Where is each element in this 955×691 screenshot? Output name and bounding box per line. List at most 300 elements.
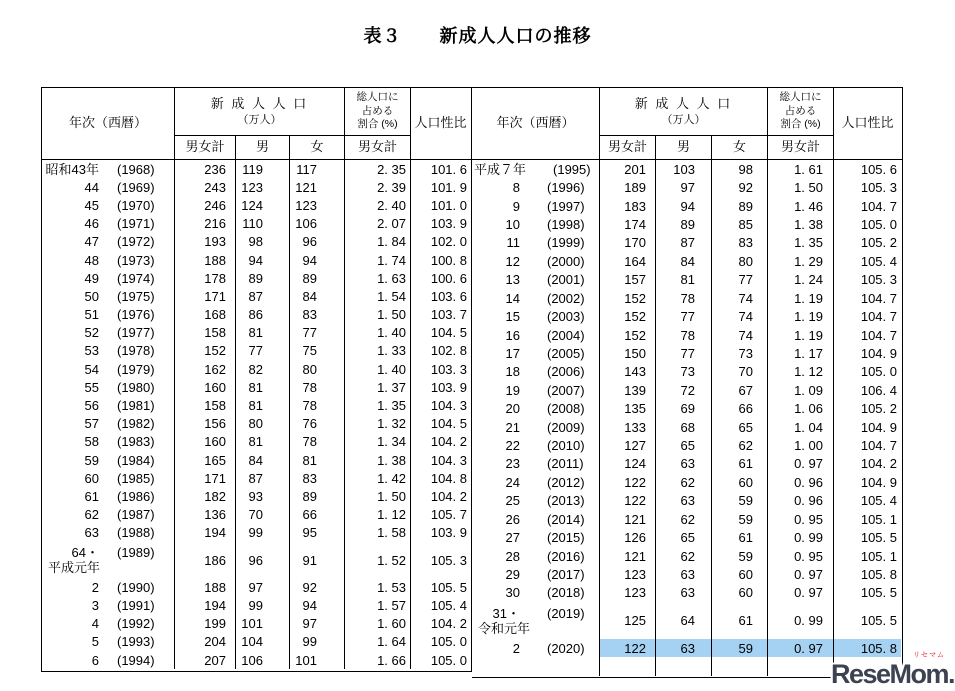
cell-male: 89 [236,269,290,287]
table-row [42,597,471,615]
era-year: 19 [505,382,520,398]
era-year: 63 [84,525,99,541]
cell-share: 1. 63 [345,269,411,287]
western-year: (1969) [117,179,155,195]
year-cell [472,565,600,583]
cell-female: 60 [712,565,768,583]
header-col-total: 男女計 [600,136,656,159]
table-left-half [41,87,472,672]
cell-female: 78 [290,378,345,396]
cell-female: 59 [712,639,768,657]
cell-female: 77 [290,324,345,342]
table-row [472,418,902,436]
header-col-female: 女 [290,136,345,159]
table-row [472,344,902,362]
cell-ratio: 105. 8 [860,566,897,582]
cell-female: 70 [712,363,768,381]
cell-ratio: 105. 1 [860,548,897,564]
cell-female: 59 [712,492,768,510]
header-share-line3: 割合 (%) [780,118,821,131]
cell-male: 94 [236,251,290,269]
watermark-ruby-text: リセマム [913,652,945,659]
year-cell [472,197,600,215]
western-year: (2002) [547,290,585,306]
cell-ratio: 105. 0 [860,216,897,232]
table-row [472,510,902,528]
cell-male: 78 [656,289,712,307]
western-year: (1978) [117,343,155,359]
header-new-adult-population [175,88,345,136]
cell-male: 106 [236,651,290,669]
western-year: (1988) [117,525,155,541]
cell-total: 168 [175,306,236,324]
western-year: (1977) [117,325,155,341]
cell-female: 66 [712,399,768,417]
cell-total: 201 [600,160,656,178]
cell-ratio: 104. 5 [430,416,467,432]
cell-share: 1. 19 [768,289,834,307]
era-year: 2 [91,579,99,595]
cell-share: 1. 50 [345,487,411,505]
western-year: (2011) [547,456,584,472]
cell-male: 86 [236,306,290,324]
cell-male: 63 [656,565,712,583]
cell-male: 87 [236,469,290,487]
cell-female: 106 [290,215,345,233]
cell-female: 75 [290,342,345,360]
table-row [472,215,902,233]
cell-share: 1. 09 [768,381,834,399]
cell-share: 1. 58 [345,524,411,542]
cell-female: 61 [712,602,768,639]
cell-male: 81 [236,396,290,414]
table-row [472,492,902,510]
year-cell [472,547,600,565]
cell-ratio: 105. 2 [860,235,897,251]
header-share-line2: 占める [784,104,817,117]
year-cell [42,415,175,433]
era-year: 45 [84,197,99,213]
year-cell [472,528,600,546]
cell-ratio: 105. 3 [860,272,897,288]
era-year: 64・ [71,545,99,561]
era-year: 6 [91,652,99,668]
cell-share: 1. 52 [345,542,411,578]
cell-female: 94 [290,597,345,615]
cell-female: 121 [290,178,345,196]
cell-male: 62 [656,510,712,528]
cell-total: 152 [600,307,656,325]
cell-ratio: 104. 5 [430,325,467,341]
table-row [472,197,902,215]
cell-share: 1. 29 [768,252,834,270]
table-row [42,578,471,596]
cell-share: 0. 99 [768,602,834,639]
cell-share: 1. 42 [345,469,411,487]
cell-male: 81 [236,433,290,451]
cell-male: 69 [656,399,712,417]
cell-share: 1. 60 [345,615,411,633]
table-row [472,307,902,325]
cell-female: 84 [290,287,345,305]
cell-female: 65 [712,418,768,436]
western-year: (1982) [117,416,155,432]
cell-share: 1. 50 [345,306,411,324]
table-row [42,378,471,396]
western-year: (1990) [117,579,155,595]
cell-ratio: 102. 0 [430,234,467,250]
cell-total: 135 [600,399,656,417]
western-year: (1997) [547,198,585,214]
year-cell [472,455,600,473]
cell-share: 0. 97 [768,584,834,602]
table-row [42,306,471,324]
year-cell [42,160,175,178]
western-year: (2007) [547,382,585,398]
era-year: 28 [505,548,520,564]
cell-male: 62 [656,473,712,491]
cell-total [600,657,656,675]
header-col-male: 男 [656,136,712,159]
cell-share: 1. 19 [768,326,834,344]
header-population-unit: （万人） [661,113,706,126]
cell-male: 81 [656,271,712,289]
year-cell [472,639,600,657]
year-cell [42,524,175,542]
table-row [42,196,471,214]
era-year: 4 [91,616,99,632]
cell-female: 74 [712,326,768,344]
cell-total: 157 [600,271,656,289]
western-year: (1995) [553,161,591,177]
table-row [42,469,471,487]
year-cell [42,633,175,651]
western-year: (1973) [117,252,155,268]
table-row [472,584,902,602]
table-header-right [472,88,902,160]
table-row [42,269,471,287]
cell-ratio: 105. 2 [860,401,897,417]
era-year: 62 [84,507,99,523]
cell-male: 124 [236,196,290,214]
western-year: (1994) [117,652,155,668]
year-cell [42,251,175,269]
cell-female: 92 [712,178,768,196]
era-year: 27 [505,530,520,546]
cell-share: 1. 24 [768,271,834,289]
cell-share: 1. 00 [768,436,834,454]
cell-ratio: 103. 7 [430,307,467,323]
year-cell [42,196,175,214]
cell-ratio: 103. 9 [430,216,467,232]
cell-ratio: 102. 8 [430,343,467,359]
cell-female: 74 [712,307,768,325]
era-year: 29 [505,566,520,582]
cell-female: 83 [712,234,768,252]
cell-female: 92 [290,578,345,596]
cell-total: 158 [175,396,236,414]
table-row [42,651,471,669]
header-share-line3: 割合 (%) [357,118,398,131]
cell-ratio: 103. 3 [430,361,467,377]
era-year: 56 [84,398,99,414]
western-year: (2013) [547,493,585,509]
cell-male: 63 [656,639,712,657]
cell-male: 123 [236,178,290,196]
table-row [472,160,902,178]
cell-share: 0. 96 [768,473,834,491]
cell-female: 73 [712,344,768,362]
cell-male: 77 [236,342,290,360]
cell-total: 121 [600,547,656,565]
cell-share: 0. 96 [768,492,834,510]
western-year: (2020) [547,640,585,656]
table-row [42,633,471,651]
table-row [472,234,902,252]
cell-total: 188 [175,578,236,596]
year-cell [472,602,600,639]
cell-ratio: 104. 2 [860,456,897,472]
cell-ratio: 105. 7 [430,507,467,523]
cell-male: 101 [236,615,290,633]
cell-share: 1. 37 [345,378,411,396]
cell-total: 126 [600,528,656,546]
table-row [42,433,471,451]
cell-male: 78 [656,326,712,344]
table-row [42,487,471,505]
cell-ratio: 104. 9 [860,345,897,361]
cell-ratio: 103. 6 [430,288,467,304]
year-cell [42,451,175,469]
cell-female: 99 [290,633,345,651]
cell-ratio: 104. 2 [430,434,467,450]
table-row [42,396,471,414]
western-year: (2019) [547,605,585,621]
cell-share: 2. 35 [345,160,411,178]
header-new-adult-population [600,88,768,136]
era-year: 25 [505,493,520,509]
cell-total: 246 [175,196,236,214]
cell-female: 60 [712,584,768,602]
cell-ratio: 105. 4 [860,253,897,269]
cell-female: 101 [290,651,345,669]
western-year: (1992) [117,616,155,632]
era-year-line2: 令和元年 [478,620,531,636]
cell-ratio: 104. 9 [860,419,897,435]
cell-total: 124 [600,455,656,473]
western-year: (2000) [547,253,585,269]
cell-share: 1. 19 [768,307,834,325]
cell-total: 133 [600,418,656,436]
table-row [42,287,471,305]
cell-male: 80 [236,415,290,433]
year-cell [472,234,600,252]
western-year: (2008) [547,401,585,417]
era-year: 20 [505,401,520,417]
cell-ratio: 105. 5 [860,613,897,629]
cell-total: 182 [175,487,236,505]
header-year: 年次（西暦） [42,88,175,159]
western-year: (2005) [547,345,585,361]
era-year: 9 [512,198,520,214]
cell-share: 1. 33 [345,342,411,360]
cell-total: 125 [600,602,656,639]
cell-ratio: 105. 1 [860,511,897,527]
year-cell [42,306,175,324]
cell-female: 83 [290,306,345,324]
western-year: (1984) [117,452,155,468]
cell-male: 81 [236,324,290,342]
cell-total: 143 [600,363,656,381]
cell-male: 99 [236,524,290,542]
cell-ratio: 105. 6 [860,161,897,177]
cell-total: 123 [600,584,656,602]
table-row [472,178,902,196]
year-cell [42,433,175,451]
header-share-line1: 総人口に [779,91,822,104]
cell-male: 96 [236,542,290,578]
cell-ratio: 101. 6 [430,161,467,177]
cell-male: 63 [656,492,712,510]
cell-male: 99 [236,597,290,615]
cell-share: 1. 46 [768,197,834,215]
cell-share: 1. 12 [345,506,411,524]
cell-total: 152 [600,326,656,344]
cell-male: 87 [656,234,712,252]
cell-female: 76 [290,415,345,433]
year-cell [472,160,600,178]
cell-female: 61 [712,455,768,473]
cell-male: 104 [236,633,290,651]
cell-total: 189 [600,178,656,196]
cell-male: 103 [656,160,712,178]
western-year: (1986) [117,488,155,504]
cell-share: 1. 54 [345,287,411,305]
year-cell [42,324,175,342]
cell-ratio: 104. 8 [430,470,467,486]
western-year: (1968) [117,161,155,177]
cell-total: 171 [175,287,236,305]
year-cell [472,657,600,675]
cell-total: 123 [600,565,656,583]
era-year: 18 [505,364,520,380]
cell-ratio: 104. 9 [860,474,897,490]
cell-total: 204 [175,633,236,651]
header-year: 年次（西暦） [472,88,600,159]
cell-female: 89 [290,487,345,505]
cell-share: 0. 95 [768,510,834,528]
cell-ratio: 104. 7 [860,290,897,306]
era-year: 5 [91,634,99,650]
cell-ratio: 104. 2 [430,488,467,504]
year-cell [42,506,175,524]
western-year: (1998) [547,216,585,232]
cell-male: 97 [656,178,712,196]
table-row [42,451,471,469]
era-year: 8 [512,180,520,196]
western-year: (1974) [117,270,155,286]
year-cell [42,269,175,287]
cell-ratio: 104. 7 [860,438,897,454]
western-year: (1987) [117,507,155,523]
table-row [42,415,471,433]
era-year: 50 [84,288,99,304]
table-header-left [42,88,471,160]
header-col-male: 男 [236,136,290,159]
era-year: 26 [505,511,520,527]
table-row [472,326,902,344]
year-cell [42,615,175,633]
western-year: (2006) [547,364,585,380]
header-population-label: 新 成 人 人 口 [210,95,309,111]
table-row [472,381,902,399]
cell-male: 73 [656,363,712,381]
cell-male: 84 [236,451,290,469]
cell-female: 91 [290,542,345,578]
cell-male: 89 [656,215,712,233]
cell-ratio: 105. 8 [834,639,901,657]
table-row [472,547,902,565]
cell-male: 72 [656,381,712,399]
cell-female: 62 [712,436,768,454]
cell-ratio: 100. 8 [430,252,467,268]
era-year-line2: 平成元年 [48,560,101,576]
cell-ratio: 104. 7 [860,309,897,325]
cell-ratio: 105. 4 [430,598,467,614]
western-year: (1985) [117,470,155,486]
cell-female: 80 [712,252,768,270]
year-cell [42,378,175,396]
era-year: 57 [84,416,99,432]
year-cell [472,326,600,344]
header-share-subtotal: 男女計 [768,136,834,159]
cell-male: 65 [656,528,712,546]
cell-male: 119 [236,160,290,178]
cell-total: 162 [175,360,236,378]
western-year: (2012) [547,474,585,490]
year-cell [42,396,175,414]
cell-total: 122 [600,473,656,491]
cell-total: 199 [175,615,236,633]
year-cell [42,597,175,615]
year-cell [472,215,600,233]
cell-total: 170 [600,234,656,252]
cell-total: 243 [175,178,236,196]
year-cell [472,436,600,454]
era-year: 13 [505,272,520,288]
table-title-text: 新成人人口の推移 [439,26,592,46]
era-year: 3 [91,598,99,614]
table-row [472,565,902,583]
header-share-of-total [768,88,834,136]
cell-female: 59 [712,547,768,565]
cell-ratio: 101. 0 [430,197,467,213]
era-year: 15 [505,309,520,325]
table-right-half [472,87,903,678]
cell-female: 89 [290,269,345,287]
era-year: 58 [84,434,99,450]
year-cell [472,399,600,417]
western-year: (1996) [547,180,585,196]
cell-share: 1. 04 [768,418,834,436]
cell-female: 78 [290,396,345,414]
header-share-subtotal: 男女計 [345,136,411,159]
table-row [42,506,471,524]
cell-ratio: 105. 5 [860,585,897,601]
table-row [42,342,471,360]
western-year: (1975) [117,288,155,304]
year-cell [42,651,175,669]
